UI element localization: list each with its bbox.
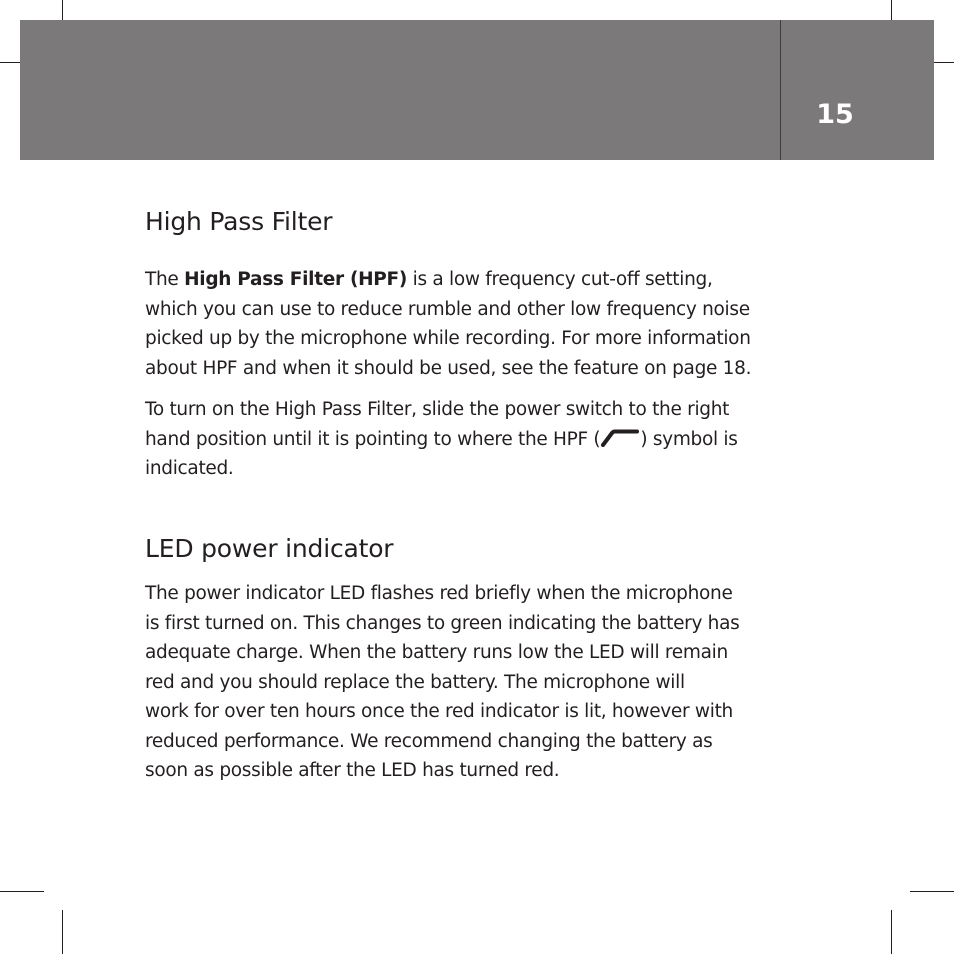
crop-mark-bottom-left-vertical [62,910,63,954]
hpf-curve-icon [600,427,640,445]
led-p1-line-4: red and you should replace the battery. The microphone will [145,671,685,693]
hpf-term: High Pass Filter (HPF) [184,269,408,290]
crop-mark-bottom-right-vertical [891,910,892,954]
hpf-p1-line-3: picked up by the microphone while recording. For more information [145,328,751,349]
led-p1-line-5: work for over ten hours once the red indicator is lit, however with [145,701,733,722]
hpf-p1-line-4: about HPF and when it should be used, see the feature on page 18. [145,357,752,379]
hpf-p1-line-2: which you can use to reduce rumble and other low frequency noise [145,298,750,320]
hpf-paragraph-2 [145,395,845,484]
hpf-p1-line-1: The High Pass Filter (HPF) is a low frequency cut-off setting, [145,269,713,290]
section-title-led-power-indicator: LED power indicator [145,534,394,563]
section-title-high-pass-filter: High Pass Filter [145,207,333,236]
crop-mark-bottom-left-horizontal [0,891,44,892]
led-p1-line-6: reduced performance. We recommend changing the battery as [145,730,713,752]
hpf-p2-line-3: indicated. [145,458,234,479]
led-p1-line-3: adequate charge. When the battery runs low the LED will remain [145,642,728,663]
led-p1-line-2: is first turned on. This changes to green indicating the battery has [145,612,740,634]
hpf-p2-line-2: hand position until it is pointing to where the HPF ( ) symbol is [145,428,738,450]
crop-mark-bottom-right-horizontal [910,891,954,892]
header-band [20,20,934,160]
page-number: 15 [816,99,854,130]
led-p1-line-7: soon as possible after the LED has turned red. [145,760,560,781]
hpf-paragraph-1 [145,265,845,383]
header-divider [780,20,781,160]
led-p1-line-1: The power indicator LED flashes red briefly when the microphone [145,583,733,604]
led-paragraph-1 [145,579,845,786]
hpf-p2-line-1: To turn on the High Pass Filter, slide the power switch to the right [145,399,730,420]
